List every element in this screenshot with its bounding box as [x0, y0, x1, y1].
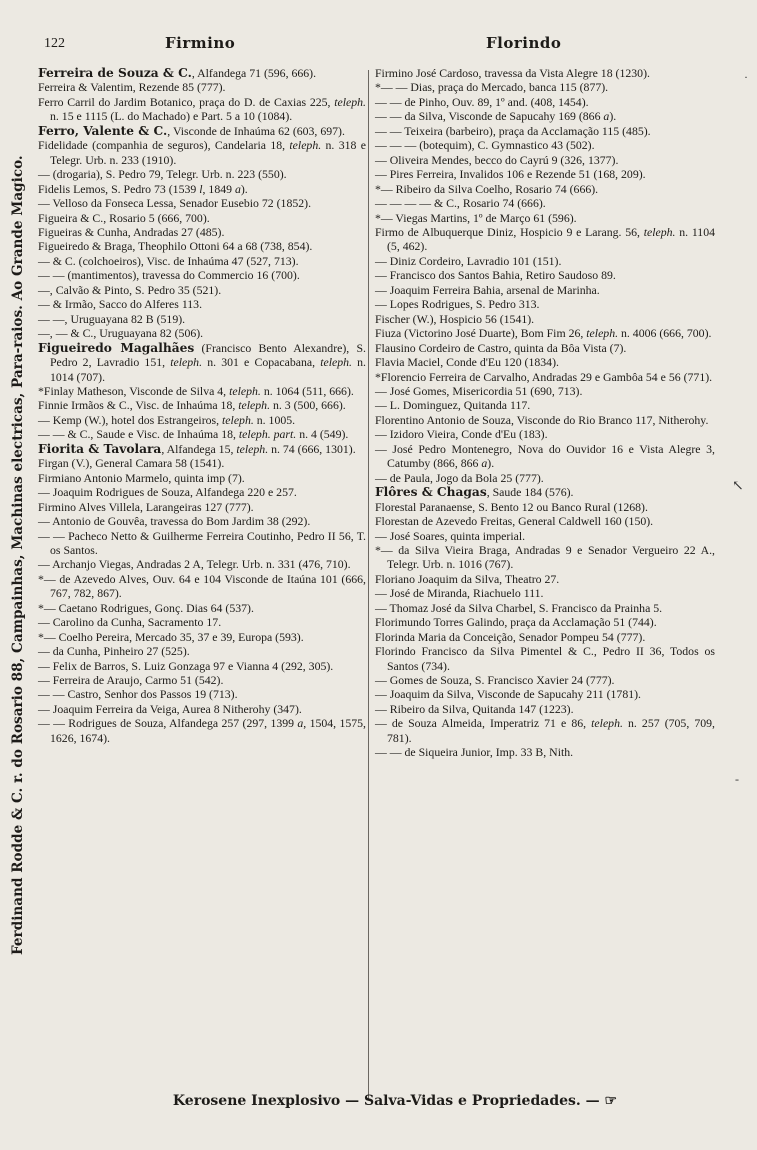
directory-entry: Fidelis Lemos, S. Pedro 73 (1539 l, 1849 a).	[38, 181, 248, 196]
directory-entry: — — & C., Saude e Visc. de Inhaúma 18, teleph. part. n. 4 (549).	[38, 427, 349, 442]
directory-entry: —, — & C., Uruguayana 82 (506).	[38, 326, 204, 341]
directory-entry: Floriano Joaquim da Silva, Theatro 27.	[375, 571, 560, 586]
left-column	[38, 66, 366, 745]
directory-entry: — Izidoro Vieira, Conde d'Eu (183).	[375, 427, 548, 442]
directory-entry: *— Caetano Rodrigues, Gonç. Dias 64 (537).	[38, 600, 254, 615]
directory-entry: Florimundo Torres Galindo, praça da Acclamação 51 (744).	[375, 615, 657, 630]
directory-entry: — — — — & C., Rosario 74 (666).	[375, 196, 546, 211]
directory-entry: — José Pedro Montenegro, Nova do Ouvidor 16 e Vista Alegre 3, Catumby (866, 866 a).	[375, 441, 715, 471]
directory-entry: Fidelidade (companhia de seguros), Candelaria 18, teleph. n. 318 e Telegr. Urb. n. 233 (1910).	[38, 138, 366, 167]
directory-entry: Flausino Cordeiro de Castro, quinta da Bôa Vista (7).	[375, 340, 627, 355]
directory-entry: — Francisco dos Santos Bahia, Retiro Saudoso 89.	[375, 268, 616, 283]
directory-entry: Flôres & Chagas, Saude 184 (576).	[375, 485, 574, 500]
directory-entry: — Gomes de Souza, S. Francisco Xavier 24 (777).	[375, 673, 615, 688]
directory-entry: — L. Dominguez, Quitanda 117.	[375, 398, 531, 413]
directory-entry: — Joaquim Ferreira Bahia, arsenal de Marinha.	[375, 282, 600, 297]
directory-entry: — — de Siqueira Junior, Imp. 33 B, Nith.	[375, 745, 574, 760]
directory-entry: — Velloso da Fonseca Lessa, Senador Eusebio 72 (1852).	[38, 196, 312, 211]
directory-entry: — de Paula, Jogo da Bola 25 (777).	[375, 470, 544, 485]
directory-entry: *— da Silva Vieira Braga, Andradas 9 e Senador Vergueiro 22 A., Telegr. Urb. n. 1016 (767).	[375, 542, 715, 572]
margin-speck: ·	[744, 70, 748, 84]
directory-entry: — de Souza Almeida, Imperatriz 71 e 86, teleph. n. 257 (705, 709, 781).	[375, 716, 715, 745]
directory-entry: — Carolino da Cunha, Sacramento 17.	[38, 615, 222, 630]
column-divider	[368, 70, 369, 1100]
margin-arrow-mark: ↖	[732, 479, 744, 494]
directory-entry: — da Cunha, Pinheiro 27 (525).	[38, 644, 190, 659]
directory-entry: Figueira & C., Rosario 5 (666, 700).	[38, 210, 210, 225]
directory-entry: Fiuza (Victorino José Duarte), Bom Fim 26, teleph. n. 4006 (666, 700).	[375, 326, 712, 341]
directory-entry: Fischer (W.), Hospicio 56 (1541).	[375, 311, 535, 326]
directory-entry: — — de Pinho, Ouv. 89, 1º and. (408, 1454).	[375, 94, 589, 109]
page-number: 122	[44, 36, 65, 51]
directory-entry: — & C. (colchoeiros), Visc. de Inhaúma 47 (527, 713).	[38, 253, 299, 268]
directory-entry: — Diniz Cordeiro, Lavradio 101 (151).	[375, 253, 562, 268]
directory-entry: — & Irmão, Sacco do Alferes 113.	[38, 297, 203, 312]
directory-entry: — Felix de Barros, S. Luiz Gonzaga 97 e Vianna 4 (292, 305).	[38, 658, 334, 673]
directory-entry: *— Ribeiro da Silva Coelho, Rosario 74 (666).	[375, 181, 599, 196]
directory-entry: Figueiredo & Braga, Theophilo Ottoni 64 a 68 (738, 854).	[38, 239, 313, 254]
directory-entry: — Antonio de Gouvêa, travessa do Bom Jardim 38 (292).	[38, 514, 311, 529]
directory-entry: Florindo Francisco da Silva Pimentel & C., Pedro II 36, Todos os Santos (734).	[375, 644, 715, 673]
directory-entry: — — — (botequim), C. Gymnastico 43 (502).	[375, 138, 595, 153]
directory-entry: *Florencio Ferreira de Carvalho, Andradas 29 e Gambôa 54 e 56 (771).	[375, 369, 713, 384]
directory-entry: — Kemp (W.), hotel dos Estrangeiros, teleph. n. 1005.	[38, 412, 296, 427]
directory-entry: Flavia Maciel, Conde d'Eu 120 (1834).	[375, 355, 559, 370]
directory-entry: — Ribeiro da Silva, Quitanda 147 (1223).	[375, 701, 574, 716]
running-header-right: Florindo	[486, 34, 562, 52]
directory-entry: Firgan (V.), General Camara 58 (1541).	[38, 456, 225, 471]
directory-entry: — —, Uruguayana 82 B (519).	[38, 311, 186, 326]
directory-entry: — Joaquim Rodrigues de Souza, Alfandega 220 e 257.	[38, 485, 297, 500]
running-header-left: Firmino	[165, 34, 236, 52]
side-advertisement-banner: Ferdinand Rodde & C. r. do Rosario 88, Campainhas, Machinas electricas, Para-raios. Ao Grande Magico.	[10, 155, 26, 955]
directory-entry: Ferro, Valente & C., Visconde de Inhaúma 62 (603, 697).	[38, 123, 345, 138]
directory-entry: — Thomaz José da Silva Charbel, S. Francisco da Prainha 5.	[375, 600, 663, 615]
directory-entry: *— Viegas Martins, 1º de Março 61 (596).	[375, 210, 577, 225]
directory-entry: — José Soares, quinta imperial.	[375, 528, 526, 543]
directory-entry: — — da Silva, Visconde de Sapucahy 169 (866 a).	[375, 109, 617, 124]
directory-entry: Ferro Carril do Jardim Botanico, praça do D. de Caxias 225, teleph. n. 15 e 1115 (L. do Machado) e Part. 5 a 10 (1084).	[38, 94, 366, 124]
directory-entry: Florinda Maria da Conceição, Senador Pompeu 54 (777).	[375, 629, 646, 644]
directory-entry: — (drogaria), S. Pedro 79, Telegr. Urb. n. 223 (550).	[38, 167, 287, 182]
directory-entry: Florestan de Azevedo Freitas, General Caldwell 160 (150).	[375, 514, 654, 529]
directory-entry: *Finlay Matheson, Visconde de Silva 4, teleph. n. 1064 (511, 666).	[38, 383, 354, 398]
directory-entry: — Archanjo Viegas, Andradas 2 A, Telegr. Urb. n. 331 (476, 710).	[38, 557, 351, 572]
right-column	[375, 66, 715, 760]
directory-entry: — Oliveira Mendes, becco do Cayrú 9 (326, 1377).	[375, 152, 619, 167]
directory-entry: Ferreira & Valentim, Rezende 85 (777).	[38, 80, 226, 95]
directory-entry: — — (mantimentos), travessa do Commercio 16 (700).	[38, 268, 300, 283]
directory-entry: Florentino Antonio de Souza, Visconde do Rio Branco 117, Nitherohy.	[375, 412, 709, 427]
directory-entry: — Joaquim Ferreira da Veiga, Aurea 8 Nitherohy (347).	[38, 701, 302, 716]
directory-entry: Florestal Paranaense, S. Bento 12 ou Banco Rural (1268).	[375, 499, 648, 514]
directory-entry: Finnie Irmãos & C., Visc. de Inhaúma 18, teleph. n. 3 (500, 666).	[38, 398, 346, 413]
directory-entry: Figueiredo Magalhães (Francisco Bento Alexandre), S. Pedro 2, Lavradio 151, teleph. n. 301 e Copacabana, teleph. n. 1014 (707).	[38, 340, 366, 384]
directory-entry: — — Castro, Senhor dos Passos 19 (713).	[38, 687, 238, 702]
directory-entry: *— de Azevedo Alves, Ouv. 64 e 104 Visconde de Itaúna 101 (666, 767, 782, 867).	[38, 571, 366, 601]
directory-entry: Firmino José Cardoso, travessa da Vista Alegre 18 (1230).	[375, 66, 650, 80]
directory-entry: — José de Miranda, Riachuelo 111.	[375, 586, 544, 601]
margin-dash-mark: ‐	[735, 772, 739, 786]
directory-entry: — Pires Ferreira, Invalidos 106 e Rezende 51 (168, 209).	[375, 167, 646, 182]
directory-entry: *— Coelho Pereira, Mercado 35, 37 e 39, Europa (593).	[38, 629, 304, 644]
directory-entry: — Joaquim da Silva, Visconde de Sapucahy 211 (1781).	[375, 687, 641, 702]
page-footer-advertisement: Kerosene Inexplosivo — Salva-Vidas e Propriedades. — ☞	[172, 1093, 618, 1109]
directory-entry: — Lopes Rodrigues, S. Pedro 313.	[375, 297, 540, 312]
directory-entry: Ferreira de Souza & C., Alfandega 71 (596, 666).	[38, 66, 317, 80]
directory-entry: Firmino Alves Villela, Larangeiras 127 (777).	[38, 499, 254, 514]
directory-entry: — — Rodrigues de Souza, Alfandega 257 (297, 1399 a, 1504, 1575, 1626, 1674).	[38, 716, 366, 745]
directory-entry: — José Gomes, Misericordia 51 (690, 713).	[375, 383, 583, 398]
directory-entry: *— — Dias, praça do Mercado, banca 115 (877).	[375, 80, 609, 95]
directory-entry: Fiorita & Tavolara, Alfandega 15, teleph. n. 74 (666, 1301).	[38, 441, 356, 456]
directory-entry: Firmo de Albuquerque Diniz, Hospicio 9 e Larang. 56, teleph. n. 1104 (5, 462).	[375, 224, 715, 254]
directory-entry: Firmiano Antonio Marmelo, quinta imp (7).	[38, 470, 245, 485]
directory-entry: —, Calvão & Pinto, S. Pedro 35 (521).	[38, 282, 222, 297]
directory-entry: — — Teixeira (barbeiro), praça da Acclamação 115 (485).	[375, 123, 651, 138]
directory-entry: — — Pacheco Netto & Guilherme Ferreira Coutinho, Pedro II 56, T. os Santos.	[38, 528, 366, 557]
directory-entry: Figueiras & Cunha, Andradas 27 (485).	[38, 224, 225, 239]
directory-entry: — Ferreira de Araujo, Carmo 51 (542).	[38, 673, 224, 688]
